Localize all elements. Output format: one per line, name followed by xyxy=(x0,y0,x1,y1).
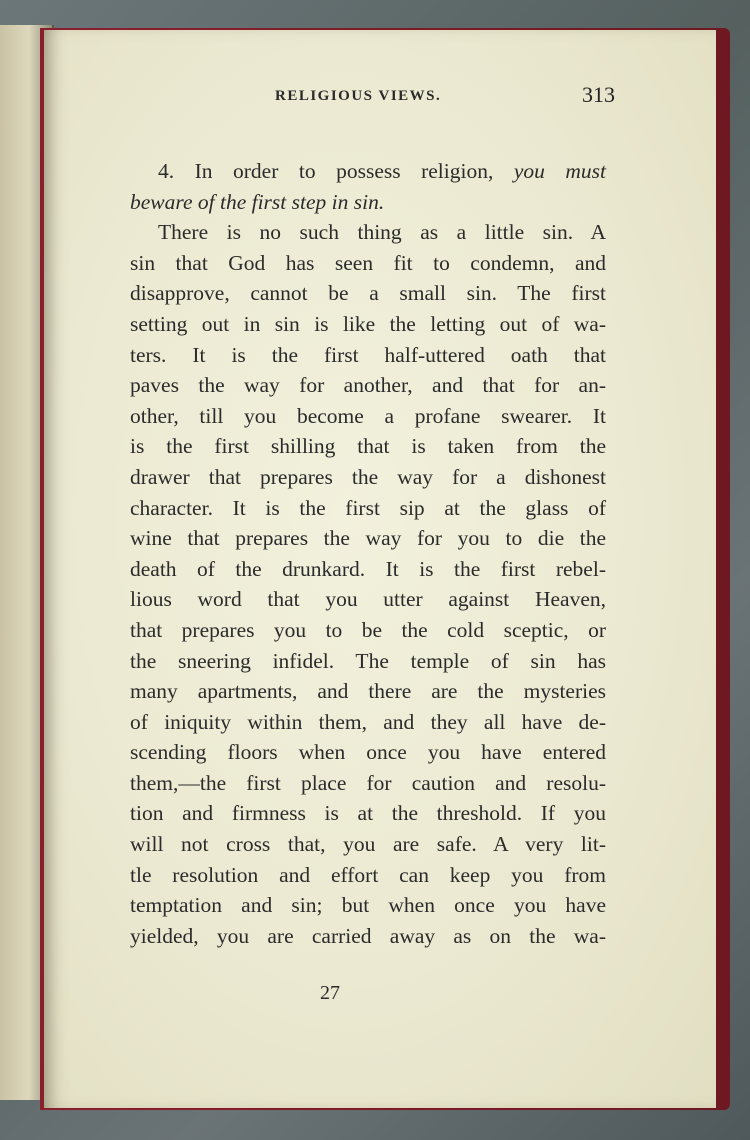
italic-span: beware of the first step in sin. xyxy=(130,189,385,214)
running-head: RELIGIOUS VIEWS. xyxy=(275,88,442,104)
text-line: scending floors when once you have entered xyxy=(130,740,606,765)
text-line: yielded, you are carried away as on the wa- xyxy=(130,923,606,948)
text-line: sin that God has seen fit to condemn, and xyxy=(130,250,606,275)
text-line xyxy=(130,187,606,218)
text-line: paves the way for another, and that for an- xyxy=(130,373,606,398)
text-line: them,—the first place for caution and resolu- xyxy=(130,770,606,795)
text-line: many apartments, and there are the mysteries xyxy=(130,679,606,704)
body-text xyxy=(130,156,606,951)
italic-span: you must xyxy=(513,159,606,183)
text-line: wine that prepares the way for you to die the xyxy=(130,526,606,551)
text-line: There is no such thing as a little sin. A xyxy=(158,220,606,245)
text-line: tle resolution and effort can keep you from xyxy=(130,862,606,887)
text-line: is the first shilling that is taken from the xyxy=(130,434,606,459)
text-line: setting out in sin is like the letting out of wa- xyxy=(130,311,606,336)
text-line: character. It is the first sip at the glass of xyxy=(130,495,606,520)
text-line: tion and firmness is at the threshold. If you xyxy=(130,801,606,826)
text-line: the sneering infidel. The temple of sin has xyxy=(130,648,606,673)
page-number: 313 xyxy=(582,82,615,107)
text-line: of iniquity within them, and they all have de- xyxy=(130,709,606,734)
text-line xyxy=(130,156,606,187)
text-line: ters. It is the first half-uttered oath that xyxy=(130,342,606,367)
text-line: other, till you become a profane swearer. It xyxy=(130,403,606,428)
text-line: lious word that you utter against Heaven, xyxy=(130,587,606,612)
signature-mark: 27 xyxy=(320,982,340,1004)
text-line: will not cross that, you are safe. A very lit- xyxy=(130,832,606,857)
text-line: disapprove, cannot be a small sin. The first xyxy=(130,281,606,306)
text-line: death of the drunkard. It is the first rebel- xyxy=(130,556,606,581)
text-line: that prepares you to be the cold sceptic, or xyxy=(130,617,606,642)
page-header xyxy=(150,82,615,112)
text-span: 4. In order to possess religion, xyxy=(158,159,514,183)
text-line: drawer that prepares the way for a dishonest xyxy=(130,464,606,489)
text-line: temptation and sin; but when once you have xyxy=(130,893,606,918)
